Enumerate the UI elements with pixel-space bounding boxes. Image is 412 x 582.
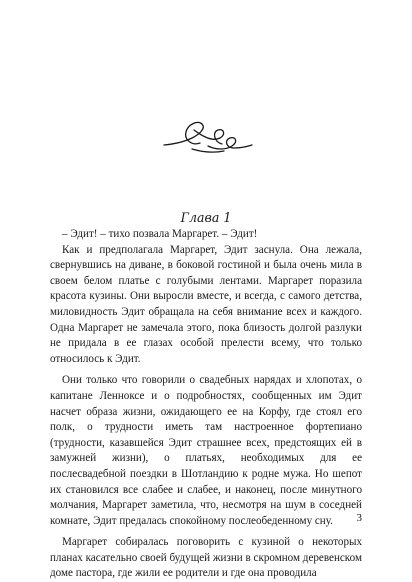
page-number: 3	[356, 512, 362, 524]
paragraph: – Эдит! – тихо позвала Маргарет. – Эдит!	[62, 228, 258, 240]
chapter-title: Глава 1	[180, 210, 232, 225]
paragraph: Они только что говорили о свадебных нарядах и хлопотах, о капитане Ленноксе и о подробностях, сообщенных им Эдит насчет образа жизни, ожидающего ее на Корфу, где стоял его полк, о трудности иметь там настроенное фортепиано (трудности, казавшейся Эдит страшнее всех, предстоящих ей в замужней жизни), о платьях, необходимых для ее послесвадебной поездки в Шотландию к родне мужа. Но шепот их становился все слабее и слабее, и наконец, после минутного молчания, Маргарет заметила, что, несмотря на шум в соседней комнате, Эдит предалась спокойному послеобеденному сну.	[50, 374, 362, 527]
paragraph: Как и предполагала Маргарет, Эдит заснула. Она лежала, свернувшись на диване, в боковой гостиной и была очень мила в своем белом платье с голубыми лентами. Маргарет поразила красота кузины. Они выросли вместе, и всегда, с самого детства, миловидность Эдит обращала на себя внимание всех и каждого. Одна Маргарет не замечала этого, пока близость долгой разлуки не придала в ее глазах особой прелести всему, что только относилось к Эдит.	[50, 243, 362, 365]
chapter-body	[50, 227, 362, 582]
flourish-ornament-icon	[162, 118, 254, 158]
paragraph: Маргарет собиралась поговорить с кузиной о некоторых планах касательно своей будущей жизни в скромном деревенском доме пастора, где жили ее родители и где она проводила	[50, 536, 362, 580]
